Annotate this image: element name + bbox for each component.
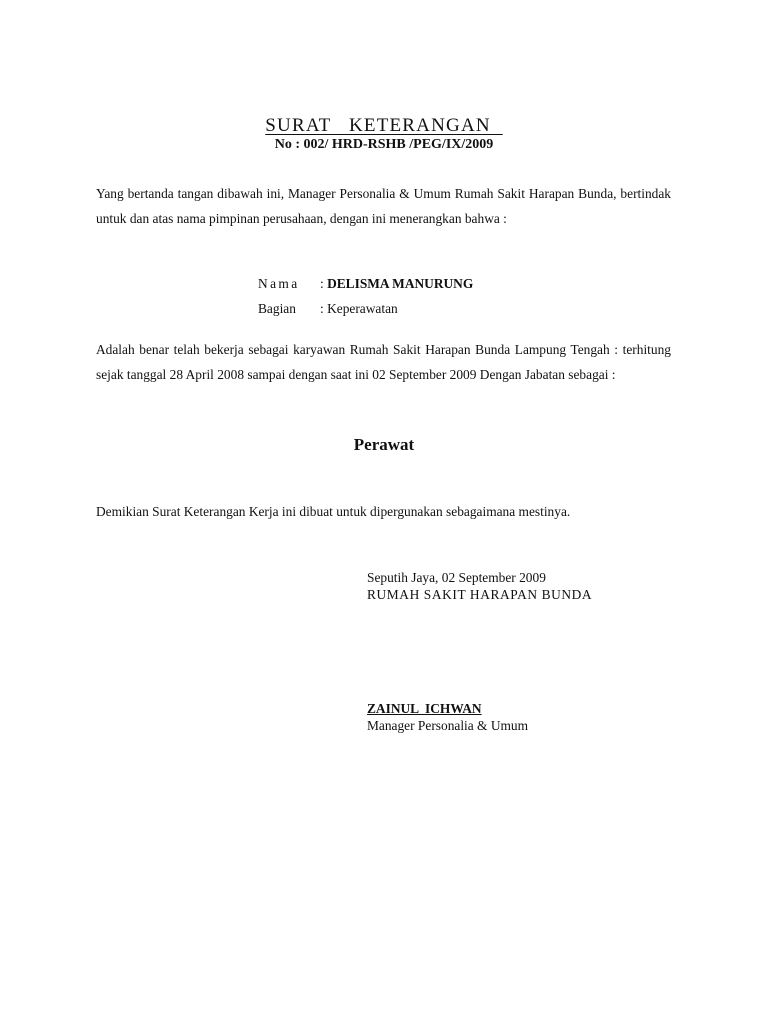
closing-paragraph: Demikian Surat Keterangan Kerja ini dibuat untuk dipergunakan sebagaimana mestinya. [96,504,571,519]
letter-title [0,115,768,137]
field-label-bagian: Bagian [258,301,296,316]
field-row-bagian [258,300,398,318]
field-row-nama [258,275,473,293]
signature-place-date: Seputih Jaya, 02 September 2009 [367,570,546,585]
statement-paragraph: Adalah benar telah bekerja sebagai karyawan Rumah Sakit Harapan Bunda Lampung Tengah : terhitung sejak tanggal 28 April 2008 sampai dengan saat ini 02 September 2009 Dengan Jabatan sebagai : [96,342,671,382]
letter-title-text: SURAT KETERANGAN [265,115,503,136]
position-title: Perawat [353,435,415,454]
letter-number: No : 002/ HRD-RSHB /PEG/IX/2009 [274,137,494,152]
field-separator-nama: : [320,276,328,291]
field-label-nama: Nama [258,276,300,291]
signature-organization: RUMAH SAKIT HARAPAN BUNDA [367,587,593,602]
field-value-nama: DELISMA MANURUNG [327,276,474,291]
signer-name: ZAINUL ICHWAN [367,701,482,716]
field-value-bagian: Keperawatan [327,301,398,316]
field-separator-bagian: : [320,301,328,316]
signer-role: Manager Personalia & Umum [367,718,529,733]
opening-paragraph: Yang bertanda tangan dibawah ini, Manager Personalia & Umum Rumah Sakit Harapan Bunda, bertindak untuk dan atas nama pimpinan perusahaan, dengan ini menerangkan bahwa : [96,186,671,226]
